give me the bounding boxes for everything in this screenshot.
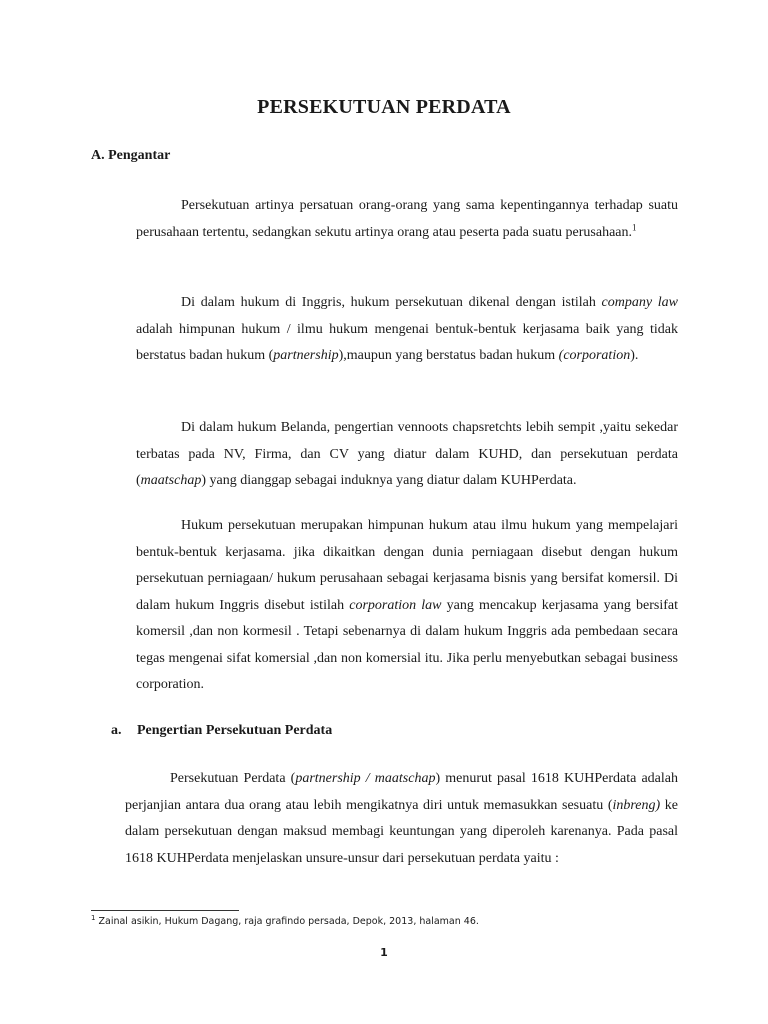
footnote-reference[interactable]: 1 xyxy=(632,221,637,232)
footnote-number: 1 xyxy=(91,913,96,922)
paragraph-belanda: Di dalam hukum Belanda, pengertian vennoots chapsretchts lebih sempit ,yaitu sekedar terbatas pada NV, Firma, dan CV yang diatur dalam KUHD, dan persekutuan perdata (maatschap) yang dianggap sebagai induknya yang diatur dalam KUHPerdata. xyxy=(136,420,678,488)
subsection-label: Pengertian Persekutuan Perdata xyxy=(137,723,333,738)
subsection-heading xyxy=(111,723,332,739)
footnote-separator xyxy=(91,910,239,911)
section-heading-pengantar: A. Pengantar xyxy=(91,148,171,163)
subsection-marker: a. xyxy=(111,723,122,738)
paragraph-definition: Persekutuan artinya persatuan orang-orang yang sama kepentingannya terhadap suatu perusahaan tertentu, sedangkan sekutu artinya orang atau peserta pada suatu perusahaan.$^1$ xyxy=(136,198,678,240)
paragraph-hukum-persekutuan: Hukum persekutuan merupakan himpunan hukum atau ilmu hukum yang mempelajari bentuk-bentuk kerjasama. jika dikaitkan dengan dunia perniagaan disebut dengan hukum persekutuan perniagaan/ hukum perusahaan sebagai kerjasama bisnis yang bersifat komersil. Di dalam hukum Inggris disebut istilah corporation law yang mencakup kerjasama yang bersifat komersil ,dan non kormesil . Tetapi sebenarnya di dalam hukum Inggris ada pembedaan secara tegas mengenai sifat komersial ,dan non komersial itu. Jika perlu menyebutkan sebagai business corporation. xyxy=(136,518,679,692)
paragraph-pengertian: Persekutuan Perdata (partnership / maatschap) menurut pasal 1618 KUHPerdata adalah perjanjian antara dua orang atau lebih mengikatnya diri untuk memasukkan sesuatu (inbreng) ke dalam persekutuan dengan maksud membagi keuntungan yang diperoleh karenanya. Pada pasal 1618 KUHPerdata menjelaskan unsure-unsur dari persekutuan perdata yaitu : xyxy=(125,771,678,866)
footnote-text: Zainal asikin, Hukum Dagang, raja grafindo persada, Depok, 2013, halaman 46. xyxy=(95,916,479,927)
document-title: PERSEKUTUAN PERDATA xyxy=(257,96,511,118)
footnote xyxy=(91,913,479,927)
page-number: 1 xyxy=(380,946,388,959)
paragraph-inggris: Di dalam hukum di Inggris, hukum persekutuan dikenal dengan istilah company law adalah himpunan hukum / ilmu hukum mengenai bentuk-bentuk kerjasama baik yang tidak berstatus badan hukum (partnership),maupun yang berstatus badan hukum (corporation). xyxy=(136,295,678,363)
